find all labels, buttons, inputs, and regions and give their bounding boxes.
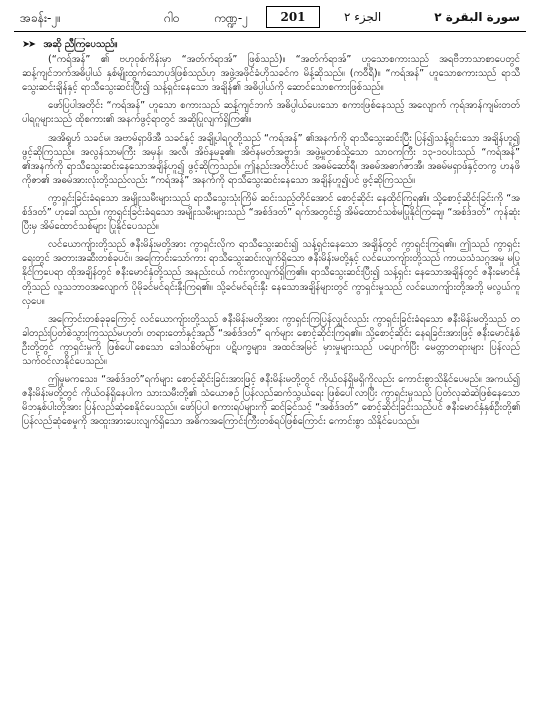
paragraph: ဤမှုမကသေး၊ “အစ်ဒ်ဒတ်”ရက်များ စောင့်ဆိုင်းခြင်းအားဖြင့် ဇနီးမိန်းမတို့တွင် ကိုယ်ဝန်ရှိမရှိကိုလည်း ကောင်းစွာသိနိုင်ပေမည်။ အကယ်၍ ဇနီးမိန်းမတို့တွင် ကိုယ်ဝန်ရှိနေပါက သားသမီးတို့၏ သံယောဇဉ် ပြန်လည်ဆက်သွယ်ရေး ဖြစ်ပေါ်လာပြီး ကွာရှင်းမှုသည် ပြတ်လုဆဲဆဲဖြစ်နေသော မိဘနှစ်ပါးတို့အား ပြန်လည်ဆုံစေနိုင်ပေသည်။ ဖော်ပြပါ စကားရပ်များကို ဆင်ခြင်သင့် “အစ်ဒ်ဒတ်” စောင့်ဆိုင်းခြင်းသည်ပင် ဇနီးမောင်နှံနှစ်ဦးတို့၏ ပြန်လည်ဆုံစေမှုကို အထူးအားပေးလျက်ရှိသော အဓိကအကြောင်းကြီးတစ်ရပ်ဖြစ်ကြောင်း ကောင်းစွာ သိနိုင်ပေသည်။ xyxy=(22,374,520,428)
page-header xyxy=(14,6,526,30)
volume-label: ကဏ္ဍ-၂ xyxy=(214,11,249,25)
paragraph: အကြောင်းတစ်ခုခုကြောင့် လင်ယောကျ်ားတို့သည် ဇနီးမိန်းမတို့အား ကွာရှင်းကြပြန်လျှင်လည်း ကွာရှင်းခြင်းခံရသော ဇနီးမိန်းမတို့သည် တခါတည်းပြတ်စဲသွားကြသည်မဟုတ်၊ တရားတော်နှင့်အညီ “အစ်ဒ်ဒတ်” ရက်များ စောင့်ဆိုင်းကြရ၏။ သို့စောင့်ဆိုင်း နေရခြင်းအားဖြင့် ဇနီးမောင်နှံစ်ဦးတို့တွင် ကွာရှင်းမှုကို ဖြစ်ပေါ်စေသော ဒေါသစိတ်များ၊ ပဋိပက္ခများ၊ အထင်အမြင် မှားမှုများသည် ပပျောက်ပြီး မေတ္တာတရားများ ပြန်လည်သက်ဝင်လာနိုင်ပေသည်။ xyxy=(22,313,520,367)
paragraph: လင်ယောကျ်ားတို့သည် ဇနီးမိန်းမတို့အား ကွာရှင်းလိုက ရာသီသွေးဆင်း၍ သန့်ရှင်းနေသော အချိန်တွင် ကွာရှင်းကြရ၏။ ဤသည် ကွာရှင်းရေးတွင် အတားအဆီးတစ်ခုပင်။ အကြောင်းသော်ကား ရာသီသွေးဆင်းလျက်ရှိသော ဇနီးမိန်းမတို့နှင့် လင်ယောကျ်ားတို့သည် ကာယသံသဂ္ဂအမှု မပြုနိုင်ကြပေရာ ထိုအချိန်တွင် ဇနီးမောင်နှံတို့သည် အနည်းငယ် ကင်းကွာလျက်ရှိကြ၏။ ရာသီသွေးဆင်းပြီး၍ သန့်ရှင်း နေသောအချိန်တွင် ဇနီးမောင်နှံတို့သည် လူ့သဘာဝအလျောက် ပိုမိုခင်မင်ရင်းနှီးကြရ၏။ သို့ခင်မင်ရင်းနှီး နေသောအချိန်များတွင် ကွာရှင်းမှုသည် လင်ယောကျ်ားတို့အဘို့ မလွယ်ကူလှပေ။ xyxy=(22,239,520,307)
heading-text: အဆို ညီကြပေသည်။ xyxy=(43,39,118,50)
juz-label: الجزء ٢ xyxy=(344,10,382,24)
chapter-label: အခန်း-၂။ xyxy=(20,11,61,25)
paragraph: ဖော်ပြပါအတိုင်း “ကရ်အန်” ဟူသော စကားသည် ဆန့်ကျင်ဘက် အဓိပ္ပါယ်ပေးသော စကားဖြစ်နေသည့် အလျောက် ကုရ်အာန်ကျမ်းတတ် ပါရဂူများသည် ထိုစကား၏ အနက်ဖွင့်ရာတွင် အဆိုပြုလျက်ရှိကြ၏။ xyxy=(22,100,520,126)
page-body xyxy=(22,38,520,706)
section-label: ဂါဝ xyxy=(164,11,180,25)
double-arrow-icon: ➤➤ xyxy=(22,39,35,50)
page-number: 201 xyxy=(266,6,320,28)
surah-label: سورة البقرة ٢ xyxy=(434,10,520,24)
paragraph: ကွာရှင်းခြင်းခံရသော အမျိုးသမီးများသည် ရာသီသွေးသုံးကြိမ် ဆင်းသည့်တိုင်အောင် စောင့်ဆိုင်း နေထိုင်ကြရ၏။ သို့စောင့်ဆိုင်းခြင်းကို “အစ်ဒ်ဒတ်” ဟုခေါ်သည်။ ကွာရှင်းခြင်းခံရသော အမျိုးသမီးများသည် “အစ်ဒ်ဒတ်” ရက်အတွင်း၌ အိမ်ထောင်သစ်မပြုနိုင်ကြချေ၊ “အစ်ဒ်ဒတ်” ကုန်ဆုံးပြီးမှ အိမ်ထောင်သစ်များ ပြုနိုင်ပေသည်။ xyxy=(22,192,520,233)
paragraph: (“ကရ်အန်” ၏ ဗဟုဝုစ်ကိန်းမှာ “အတ်က်ရာအ်” ဖြစ်သည်)။ “အတ်က်ရာအ်” ဟူသောစကားသည် အရဗီဘာသာစာပေတွင် ဆန့်ကျင်ဘက်အဓိပ္ပါယ် နှစ်မျိုးထွက်သောပုဒ်ဖြစ်သည်ဟု အဖွဲ့အဖိုင်ခံဟိုသခင်က မိန့်ဆိုသည်။ (ကဝီရီ)။ “ကရ်အန်” ဟူသောစကားသည် ရာသီသွေးဆင်းချိန်နှင့် ရာသီသွေးဆင်းပြီး၍ သန့်ရှင်းနေသော အချိန်၏ အဓိပ္ပါယ်ကို ဆောင်သောစကားဖြစ်သည်။ xyxy=(22,54,520,94)
section-heading xyxy=(22,38,520,52)
header-rule xyxy=(14,31,526,32)
paragraph: အအိရှုဟ် သခင်မ၊ အဗာမ်ရှာဖိအီ သခင်နှင့် အချို့ပါရဂူတို့သည် “ကရ်အန်” ၏အနက်ကို ရာသီသွေးဆင်းပြီး ပြန်၍သန့်ရှင်းသော အချိန်ဟူ၍ ဖွင့်ဆိုကြသည်။ အလွန်သာမကြီး အမှန်၊ အလီ၊ အိဗ်နမခူ၏၊ အိဗ်နမတ်အဗ္ဗာဒ်၊ အဖွဲ့မှုတစ်သို့သော သာဝကကြီး ၁၃-၁၀ပါးသည် “ကရ်အန်” ၏အနက်ကို ရာသီသွေးဆင်းနေသောအချိန်ဟူ၍ ဖွင့်ဆိုကြသည်။ ဤနည်းအတိုင်းပင် အဓမ်ဆော်ရီ၊ အဓမ်အဓာဂ်ဇာအီ၊ အဓမ်မရှာဖ်နှင့်တကွ ဟနဖိကိုဇာ၏ အဓမ်အားလုံးတို့သည်လည်း “ကရ်အန်” အနက်ကို ရာသီသွေးဆင်းနေသော အချိန်ဟူ၍ပင် ဖွင့်ဆိုကြသည်။ xyxy=(22,132,520,186)
